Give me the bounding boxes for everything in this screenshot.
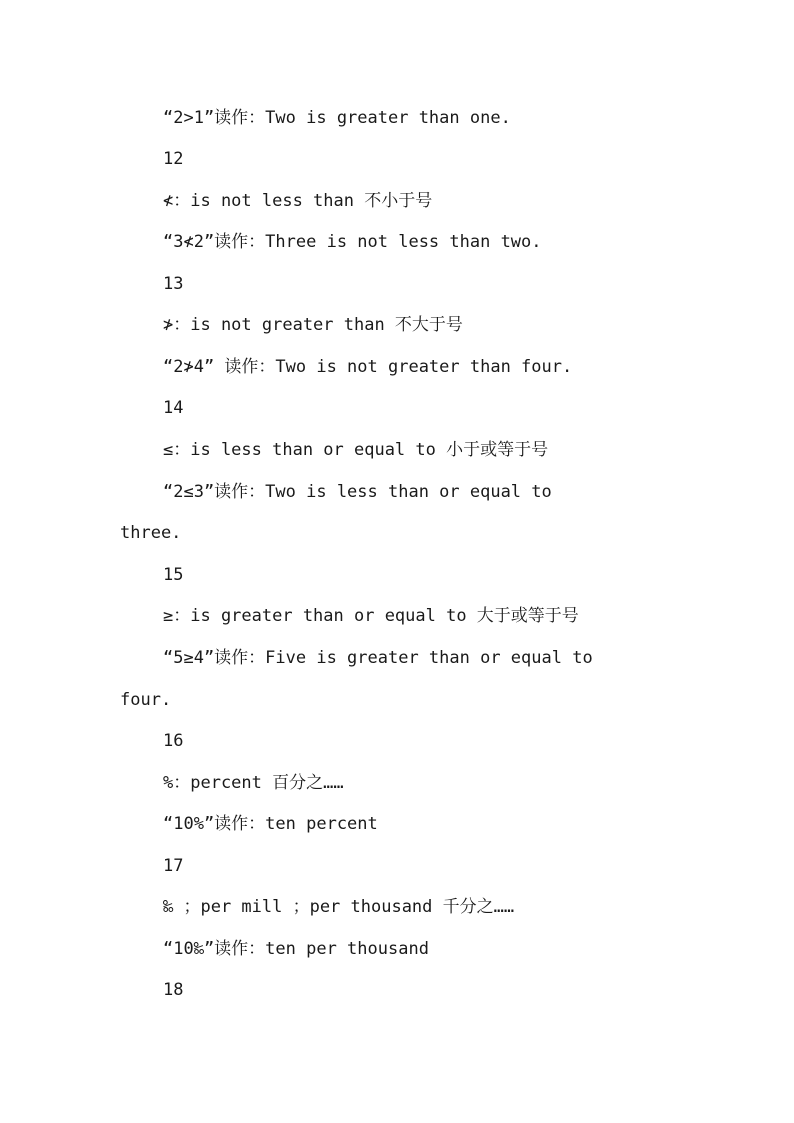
section-number: 13 bbox=[163, 274, 184, 294]
section-number: 14 bbox=[163, 398, 184, 418]
text-line: ≤：is less than or equal to 小于或等于号 bbox=[163, 440, 549, 460]
text-line: “2≯4” 读作：Two is not greater than four. bbox=[163, 357, 573, 377]
text-line: “2>1”读作：Two is greater than one. bbox=[163, 108, 511, 128]
text-line: ≯：is not greater than 不大于号 bbox=[163, 315, 463, 335]
text-line: “5≥4”读作：Five is greater than or equal to bbox=[163, 648, 593, 668]
text-line-continuation: three. bbox=[120, 523, 182, 543]
section-number: 12 bbox=[163, 149, 184, 169]
section-number: 18 bbox=[163, 980, 184, 1000]
text-line: “10%”读作：ten percent bbox=[163, 814, 378, 834]
section-number: 15 bbox=[163, 565, 184, 585]
text-line: %：percent 百分之…… bbox=[163, 773, 344, 793]
text-line-continuation: four. bbox=[120, 690, 172, 710]
text-line: “3≮2”读作：Three is not less than two. bbox=[163, 232, 542, 252]
text-line: “10‰”读作：ten per thousand bbox=[163, 939, 429, 959]
text-line: ≥：is greater than or equal to 大于或等于号 bbox=[163, 606, 579, 626]
section-number: 16 bbox=[163, 731, 184, 751]
section-number: 17 bbox=[163, 856, 184, 876]
text-line: “2≤3”读作：Two is less than or equal to bbox=[163, 482, 552, 502]
text-line: ≮：is not less than 不小于号 bbox=[163, 191, 433, 211]
text-line: ‰ ；per mill ；per thousand 千分之…… bbox=[163, 897, 515, 917]
